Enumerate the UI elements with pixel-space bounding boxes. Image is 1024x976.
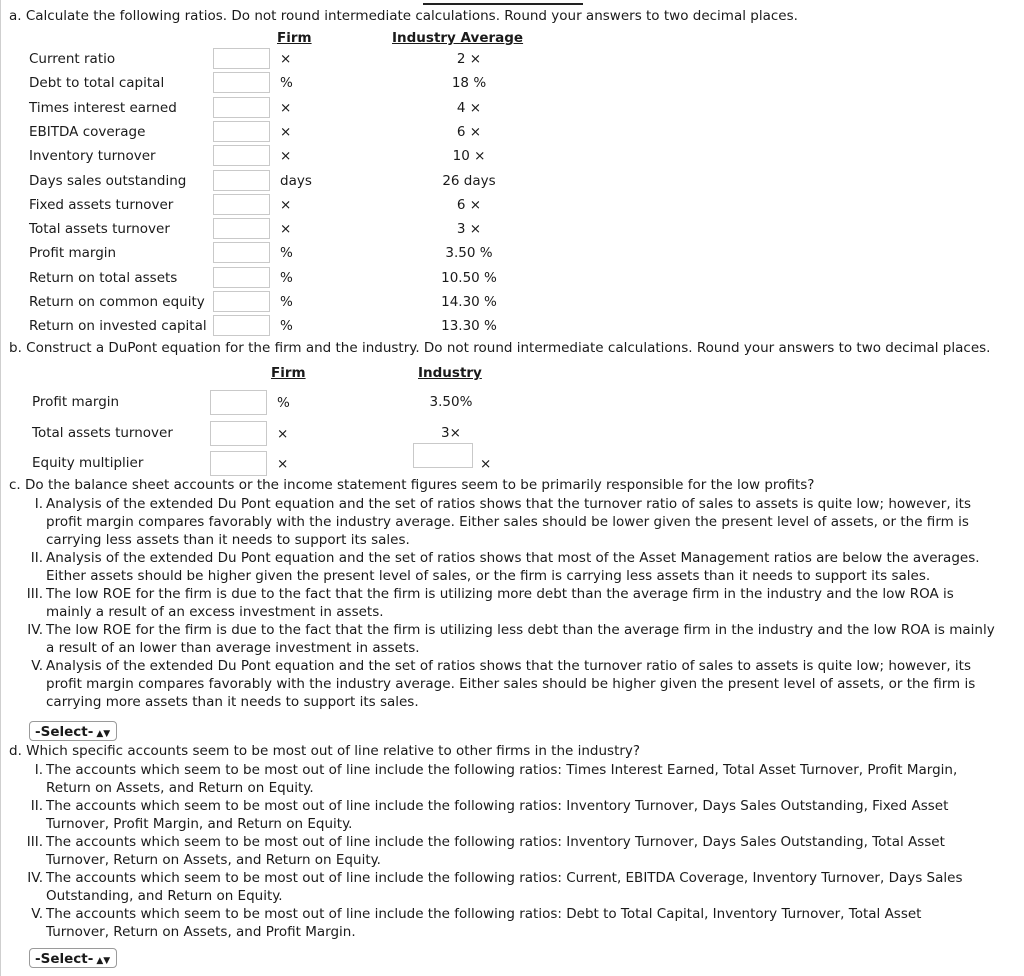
option-text-line: carrying more assets than it needs to support its sales. — [46, 694, 419, 710]
dupont-label: Profit margin — [32, 394, 120, 410]
firm-unit: % — [280, 75, 293, 92]
part-b-industry-header: Industry — [418, 365, 482, 381]
option-text-line: mainly a result of an excess investment in assets. — [46, 604, 384, 620]
updown-arrow-icon: ▲▼ — [96, 729, 111, 739]
firm-answer-input[interactable] — [213, 48, 270, 69]
ratio-label: Total assets turnover — [29, 221, 170, 238]
option-item — [19, 585, 1019, 621]
option-number: III. — [26, 586, 43, 602]
option-text-line: Analysis of the extended Du Pont equation and the set of ratios shows that most of the Asset Management ratios are below the averages. — [46, 550, 980, 566]
industry-average-value: 10 × — [452, 148, 486, 165]
firm-unit: × — [280, 51, 292, 67]
firm-answer-input[interactable] — [213, 72, 270, 93]
option-number: I. — [34, 762, 43, 778]
firm-unit: % — [280, 294, 293, 310]
ratio-label: Return on total assets — [29, 269, 178, 286]
option-text-line: Turnover, Profit Margin, and Return on Equity. — [46, 816, 353, 832]
firm-unit: % — [280, 245, 293, 262]
option-text-line: The accounts which seem to be most out of line include the following ratios: Debt to Total Capital, Inventory Turnover, Total Asset — [46, 906, 922, 922]
firm-unit: % — [280, 269, 293, 286]
part-b-firm-header: Firm — [271, 365, 306, 381]
industry-unit: × — [480, 456, 492, 472]
industry-average-value: 2 × — [456, 51, 482, 67]
option-text-line: The accounts which seem to be most out of line include the following ratios: Inventory Turnover, Days Sales Outstanding, Total Asset — [46, 834, 945, 850]
option-text-line: Either assets should be higher given the present level of sales, or the firm is carrying less assets than it needs to support its sales. — [46, 568, 931, 584]
part-c-select-label: -Select- — [35, 724, 94, 740]
option-text-line: Turnover, Return on Assets, and Profit Margin. — [46, 924, 356, 940]
option-text-line: The accounts which seem to be most out of line include the following ratios: Times Interest Earned, Total Asset Turnover, Profit Margin, — [46, 762, 958, 778]
ratio-label: Fixed assets turnover — [29, 196, 174, 213]
part-a-industry-header: Industry Average — [392, 30, 524, 46]
firm-answer-input[interactable] — [213, 291, 270, 312]
industry-value: 3.50% — [429, 394, 473, 410]
ratio-label: Inventory turnover — [29, 148, 156, 165]
option-number: IV. — [27, 870, 43, 886]
option-text-line: profit margin compares favorably with the industry average. Either sales should be lower given the present level of assets, or the firm is — [46, 514, 969, 530]
firm-answer-input[interactable] — [213, 121, 270, 142]
option-text-line: The low ROE for the firm is due to the fact that the firm is utilizing less debt than the average firm in the industry and the low ROA is mainly — [46, 622, 995, 638]
part-d-select[interactable] — [29, 948, 117, 968]
option-text-line: Analysis of the extended Du Pont equation and the set of ratios shows that the turnover ratio of sales to assets is quite low; however, its — [46, 658, 971, 674]
option-number: IV. — [27, 622, 43, 638]
option-item — [19, 833, 1019, 869]
firm-unit: days — [280, 172, 312, 189]
firm-answer-input[interactable] — [213, 145, 270, 166]
firm-unit: × — [280, 123, 292, 140]
firm-unit: % — [280, 318, 293, 335]
option-number: V. — [31, 658, 43, 674]
option-text-line: Analysis of the extended Du Pont equation and the set of ratios shows that the turnover ratio of sales to assets is quite low; however, its — [46, 496, 971, 512]
option-item — [19, 495, 1019, 549]
option-text-line: Turnover, Return on Assets, and Return on Equity. — [46, 852, 381, 868]
firm-unit: × — [280, 148, 292, 165]
industry-average-value: 4 × — [456, 99, 482, 116]
firm-unit: × — [277, 425, 289, 442]
part-d-question: d. Which specific accounts seem to be most out of line relative to other firms in the industry? — [9, 743, 641, 759]
ratio-label: EBITDA coverage — [29, 123, 146, 140]
part-c-select[interactable] — [29, 721, 117, 741]
option-number: V. — [31, 906, 43, 922]
option-text-line: The low ROE for the firm is due to the fact that the firm is utilizing more debt than the average firm in the industry and the low ROA is — [46, 586, 954, 602]
option-text-line: Outstanding, and Return on Equity. — [46, 888, 283, 904]
firm-unit: × — [280, 99, 292, 116]
firm-answer-input[interactable] — [213, 170, 270, 191]
industry-average-value: 3 × — [456, 221, 482, 238]
firm-answer-input[interactable] — [213, 267, 270, 288]
option-text-line: carrying less assets than it needs to support its sales. — [46, 532, 410, 548]
ratio-label: Return on invested capital — [29, 318, 207, 335]
firm-answer-input[interactable] — [213, 242, 270, 263]
ratio-label: Current ratio — [29, 51, 116, 67]
industry-average-value: 14.30 % — [441, 294, 497, 310]
firm-answer-input[interactable] — [213, 97, 270, 118]
industry-value: 3× — [441, 424, 461, 441]
option-number: II. — [30, 798, 43, 814]
ratio-label: Return on common equity — [29, 294, 205, 310]
option-text-line: The accounts which seem to be most out of line include the following ratios: Current, EBITDA Coverage, Inventory Turnover, Days Sales — [46, 870, 963, 886]
part-a-firm-header: Firm — [277, 30, 312, 46]
industry-average-value: 6 × — [456, 196, 482, 213]
ratio-label: Days sales outstanding — [29, 172, 187, 189]
firm-answer-input[interactable] — [210, 451, 267, 476]
part-c-question: c. Do the balance sheet accounts or the income statement figures seem to be primarily responsible for the low profits? — [9, 477, 815, 493]
industry-average-value: 26 days — [442, 172, 496, 189]
part-b-question: b. Construct a DuPont equation for the firm and the industry. Do not round intermediate calculations. Round your answers to two decimal places. — [9, 340, 991, 356]
option-text-line: The accounts which seem to be most out of line include the following ratios: Inventory Turnover, Days Sales Outstanding, Fixed Asset — [46, 798, 949, 814]
option-number: II. — [30, 550, 43, 566]
industry-average-value: 18 % — [451, 75, 487, 92]
firm-answer-input[interactable] — [213, 315, 270, 336]
option-item — [19, 797, 1019, 833]
firm-unit: % — [277, 395, 290, 411]
option-item — [19, 905, 1019, 941]
option-item — [19, 869, 1019, 905]
option-number: I. — [34, 496, 43, 512]
industry-average-value: 13.30 % — [441, 318, 497, 335]
option-text-line: profit margin compares favorably with the industry average. Either sales should be higher given the present level of assets, or the firm is — [46, 676, 976, 692]
firm-unit: × — [277, 456, 289, 472]
option-text-line: Return on Assets, and Return on Equity. — [46, 780, 314, 796]
option-text-line: a result of an lower than average investment in assets. — [46, 640, 420, 656]
option-number: III. — [26, 834, 43, 850]
dupont-label: Total assets turnover — [32, 424, 173, 441]
updown-arrow-icon: ▲▼ — [96, 956, 111, 966]
industry-average-value: 3.50 % — [445, 245, 493, 262]
dupont-label: Equity multiplier — [32, 455, 144, 471]
firm-answer-input[interactable] — [210, 421, 267, 446]
firm-answer-input[interactable] — [213, 194, 270, 215]
top-divider — [423, 3, 583, 5]
industry-answer-input[interactable] — [413, 443, 473, 468]
option-item — [19, 761, 1019, 797]
ratio-label: Profit margin — [29, 245, 117, 262]
industry-average-value: 10.50 % — [441, 269, 497, 286]
option-item — [19, 549, 1019, 585]
part-a-question: a. Calculate the following ratios. Do not round intermediate calculations. Round your answers to two decimal places. — [9, 8, 798, 24]
ratio-label: Times interest earned — [29, 99, 177, 116]
option-item — [19, 621, 1019, 657]
firm-unit: × — [280, 196, 292, 213]
option-item — [19, 657, 1019, 711]
firm-answer-input[interactable] — [213, 218, 270, 239]
industry-average-value: 6 × — [456, 123, 482, 140]
firm-unit: × — [280, 221, 292, 238]
part-d-select-label: -Select- — [35, 951, 94, 967]
ratio-label: Debt to total capital — [29, 75, 165, 92]
firm-answer-input[interactable] — [210, 390, 267, 415]
